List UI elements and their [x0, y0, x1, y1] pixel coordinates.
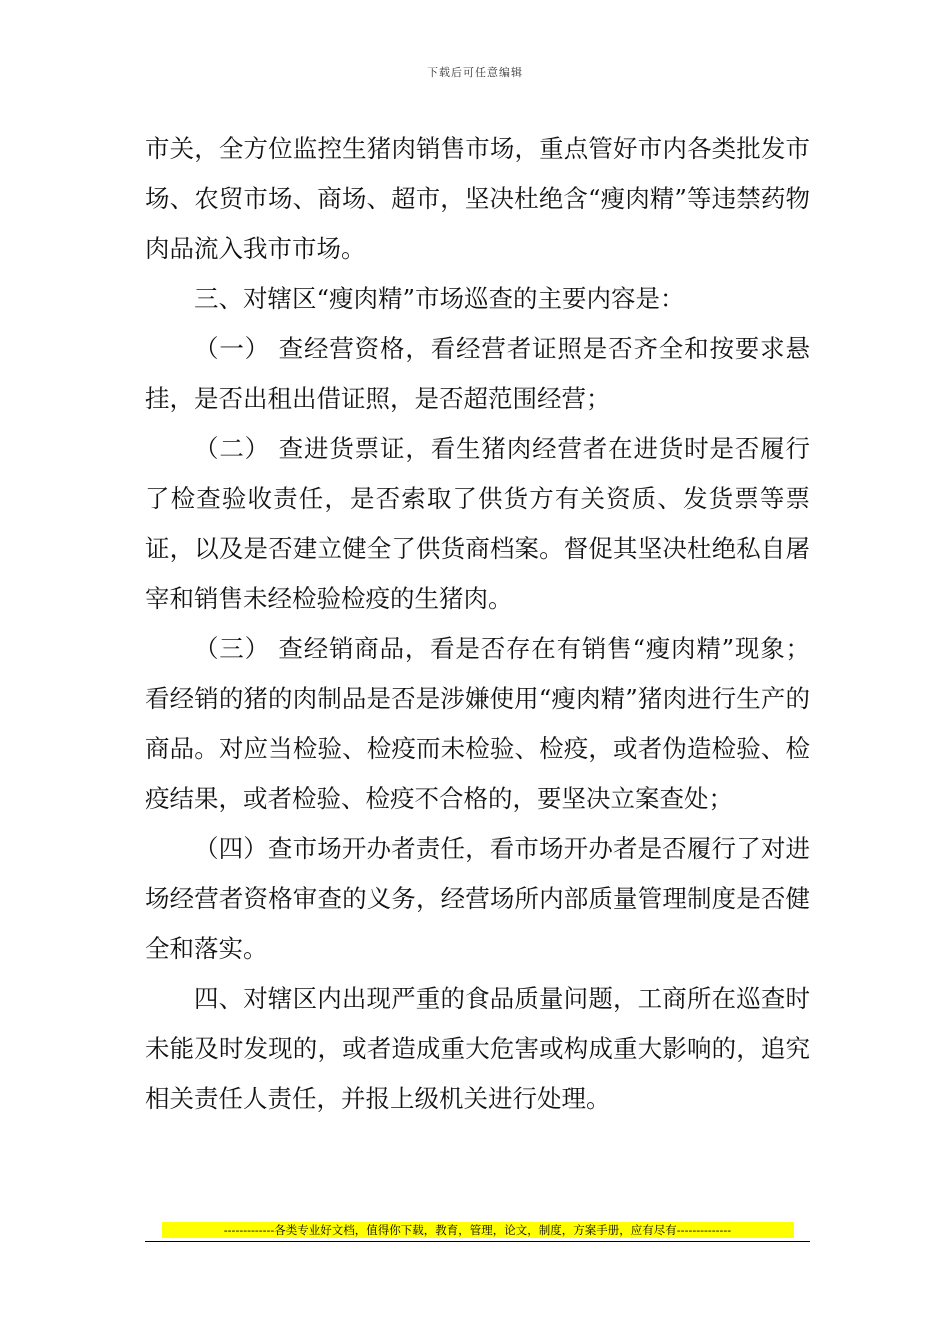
footer-banner: -------------各类专业好文档，值得你下载，教育，管理，论文，制度，方案手册，应有尽有-------------- — [162, 1222, 794, 1238]
section-heading-three: 三、对辖区“瘦肉精”市场巡查的主要内容是： — [194, 284, 685, 313]
list-item-four: （四）查市场开办者责任，看市场开办者是否履行了对进场经营者资格审查的义务，经营场所内部质量管理制度是否健全和落实。 — [145, 834, 810, 963]
list-item-three: （三） 查经销商品，看是否存在有销售“瘦肉精”现象；看经销的猪的肉制品是否是涉嫌使用“瘦肉精”猪肉进行生产的商品。对应当检验、检疫而未检验、检疫，或者伪造检验、检疫结果，或者检验、检疫不合格的，要坚决立案查处； — [145, 634, 810, 813]
page-header-note: 下载后可任意编辑 — [427, 66, 523, 79]
paragraph-continuation: 市关，全方位监控生猪肉销售市场，重点管好市内各类批发市场、农贸市场、商场、超市，坚决杜绝含“瘦肉精”等违禁药物肉品流入我市市场。 — [145, 134, 810, 263]
document-body — [145, 124, 810, 1124]
section-four: 四、对辖区内出现严重的食品质量问题，工商所在巡查时未能及时发现的，或者造成重大危害或构成重大影响的，追究相关责任人责任，并报上级机关进行处理。 — [145, 984, 810, 1113]
page-footer — [145, 1222, 810, 1242]
footer-divider — [145, 1241, 810, 1242]
list-item-two: （二） 查进货票证，看生猪肉经营者在进货时是否履行了检查验收责任，是否索取了供货方有关资质、发货票等票证，以及是否建立健全了供货商档案。督促其坚决杜绝私自屠宰和销售未经检验检疫的生猪肉。 — [145, 434, 810, 613]
list-item-one: （一） 查经营资格，看经营者证照是否齐全和按要求悬挂，是否出租出借证照，是否超范围经营； — [145, 334, 810, 413]
